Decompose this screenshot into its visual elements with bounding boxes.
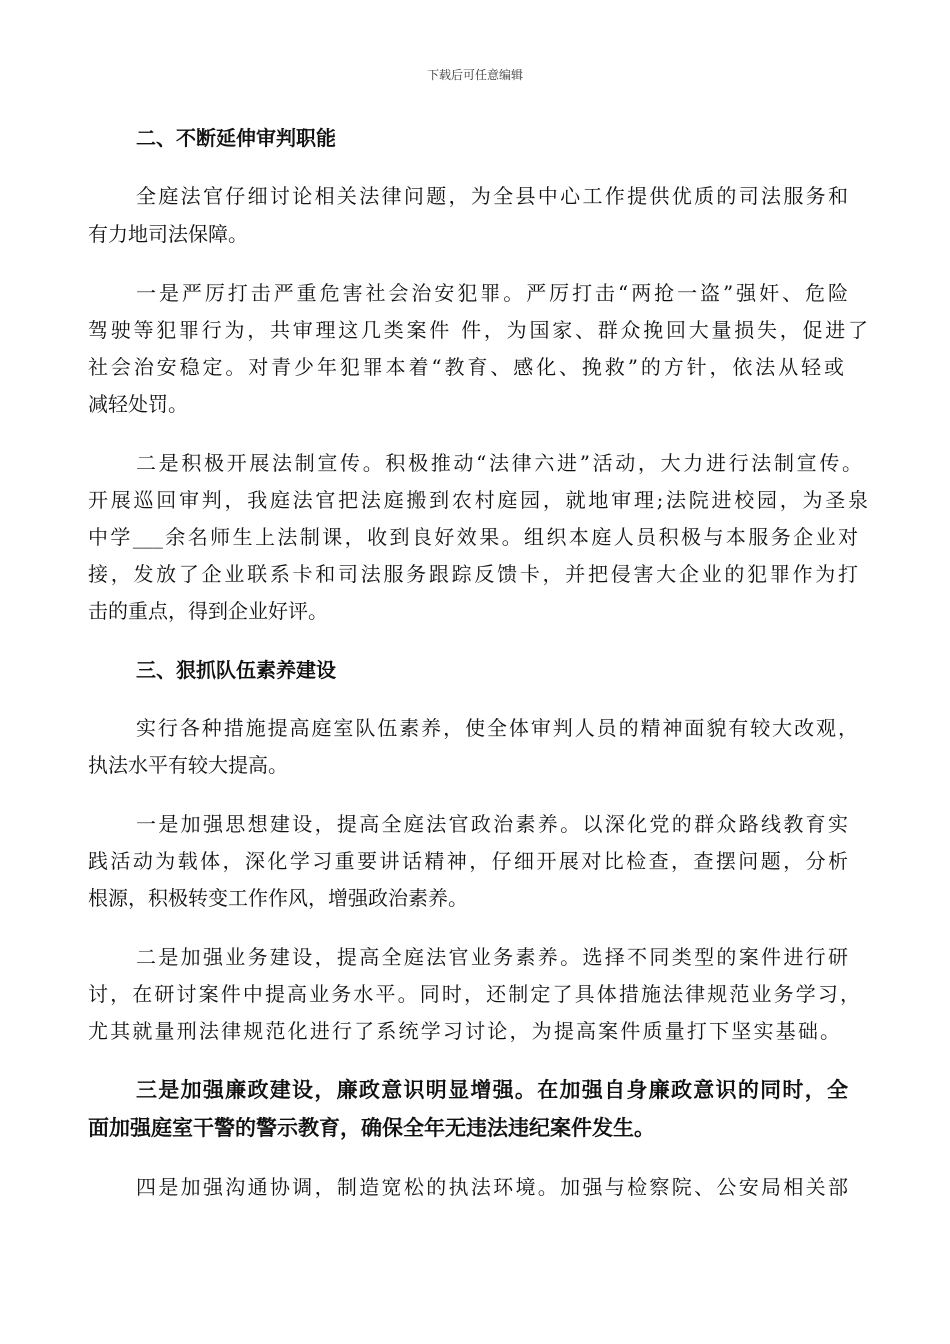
paragraph-line: 执法水平有较大提高。 — [88, 753, 288, 777]
paragraph-line: 驾驶等犯罪行为，共审理这几类案件 件，为国家、群众挽回大量损失，促进了 — [88, 318, 868, 342]
paragraph-line: 一是加强思想建设，提高全庭法官政治素养。以深化党的群众路线教育实 — [136, 812, 848, 836]
paragraph-line: 接，发放了企业联系卡和司法服务跟踪反馈卡，并把侵害大企业的犯罪作为打 — [88, 562, 858, 586]
bold-paragraph-line: 面加强庭室干警的警示教育，确保全年无违法违纪案件发生。 — [88, 1116, 655, 1140]
section-heading: 二、不断延伸审判职能 — [136, 126, 336, 150]
page-header: 下载后可任意编辑 — [426, 68, 523, 82]
paragraph-line: 践活动为载体，深化学习重要讲话精神，仔细开展对比检查，查摆问题，分析 — [88, 849, 848, 873]
paragraph-line: 二是加强业务建设，提高全庭法官业务素养。选择不同类型的案件进行研 — [136, 945, 848, 969]
paragraph-line: 根源，积极转变工作作风，增强政治素养。 — [88, 886, 468, 910]
paragraph-line: 社会治安稳定。对青少年犯罪本着“教育、感化、挽救”的方针，依法从轻或 — [88, 355, 844, 379]
paragraph-line: 减轻处罚。 — [88, 392, 188, 416]
paragraph-line: 开展巡回审判，我庭法官把法庭搬到农村庭园，就地审理;法院进校园，为圣泉 — [88, 488, 868, 512]
paragraph-line: 尤其就量刑法律规范化进行了系统学习讨论，为提高案件质量打下坚实基础。 — [88, 1019, 840, 1043]
paragraph-line: 有力地司法保障。 — [88, 222, 248, 246]
paragraph-line: 中学___余名师生上法制课，收到良好效果。组织本庭人员积极与本服务企业对 — [88, 525, 858, 549]
section-heading: 三、狠抓队伍素养建设 — [136, 658, 336, 682]
paragraph-line: 讨，在研讨案件中提高业务水平。同时，还制定了具体措施法律规范业务学习， — [88, 982, 860, 1006]
paragraph-line: 四是加强沟通协调，制造宽松的执法环境。加强与检察院、公安局相关部 — [136, 1175, 848, 1199]
paragraph-line: 二是积极开展法制宣传。积极推动“法律六进”活动，大力进行法制宣传。 — [136, 451, 862, 475]
bold-paragraph-line: 三是加强廉政建设，廉政意识明显增强。在加强自身廉政意识的同时，全 — [136, 1078, 848, 1102]
paragraph-line: 实行各种措施提高庭室队伍素养，使全体审判人员的精神面貌有较大改观， — [136, 716, 858, 740]
paragraph-line: 击的重点，得到企业好评。 — [88, 599, 328, 623]
paragraph-line: 一是严厉打击严重危害社会治安犯罪。严厉打击“两抢一盗”强奸、危险 — [136, 281, 848, 305]
paragraph-line: 全庭法官仔细讨论相关法律问题，为全县中心工作提供优质的司法服务和 — [136, 184, 848, 208]
